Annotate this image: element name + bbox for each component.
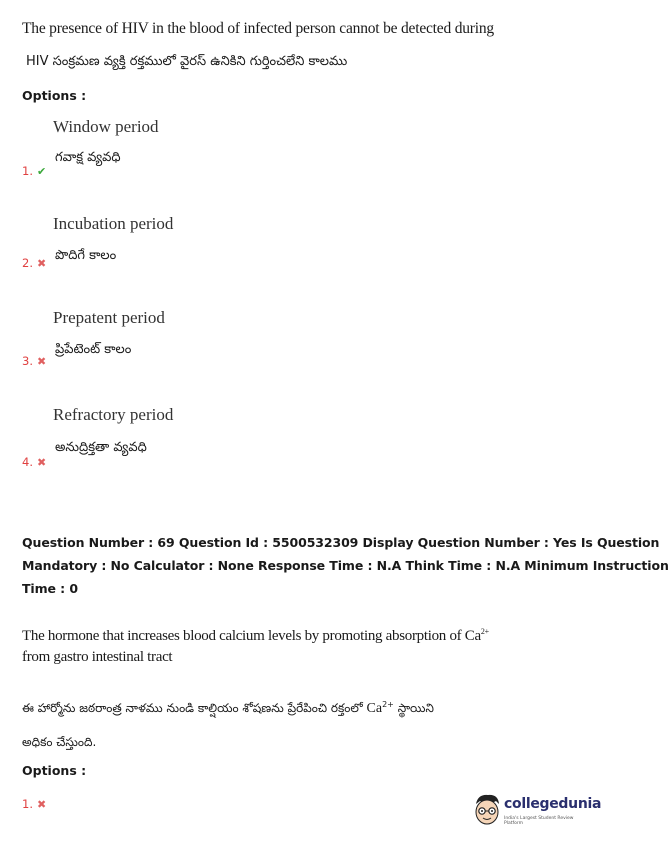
question-meta-line-3: Time : 0 — [22, 581, 78, 596]
option-4-telugu: అనుద్రిక్తతా వ్యవధి — [55, 440, 147, 455]
option-number: 4. — [22, 455, 33, 469]
question-69-telugu-line-2: అధికం చేస్తుంది. — [22, 735, 97, 749]
option-3-number — [22, 354, 46, 368]
mascot-face-icon — [472, 792, 502, 826]
correct-tick-icon: ✔ — [36, 165, 47, 178]
option-1-english: Window period — [53, 117, 159, 136]
option-2-english: Incubation period — [53, 214, 174, 233]
question-69-text-line-1 — [22, 627, 489, 645]
question-69-text: The hormone that increases blood calcium levels by promoting absorption of Ca — [22, 628, 481, 644]
option-3-english: Prepatent period — [53, 308, 165, 327]
question-69-text-line-2: from gastro intestinal tract — [22, 649, 173, 665]
logo-tagline: India's Largest Student Review Platform — [504, 816, 574, 826]
superscript: 2+ — [382, 700, 394, 709]
option-2-telugu: పొదిగే కాలం — [55, 248, 117, 263]
collegedunia-logo — [472, 790, 602, 830]
question-68-text-telugu: HIV సంక్రమణ వ్యక్తి రక్తములో వైరస్ ఉనికిని గుర్తించలేని కాలము — [26, 54, 348, 69]
option-number: 1. — [22, 164, 33, 178]
question-meta-line-1: Question Number : 69 Question Id : 5500532309 Display Question Number : Yes Is Question — [22, 535, 660, 550]
q69-option-1-number — [22, 797, 46, 811]
calcium-symbol: Ca — [366, 701, 383, 716]
option-number: 2. — [22, 256, 33, 270]
option-1-number — [22, 164, 46, 178]
question-69-telugu-line-1 — [22, 700, 434, 718]
question-68-text: The presence of HIV in the blood of infected person cannot be detected during — [22, 20, 494, 37]
option-1-telugu: గవాక్ష వ్యవధి — [55, 150, 121, 165]
wrong-cross-icon: ✖ — [36, 355, 47, 368]
wrong-cross-icon: ✖ — [36, 798, 47, 811]
option-2-number — [22, 256, 46, 270]
wrong-cross-icon: ✖ — [36, 257, 47, 270]
superscript: 2+ — [480, 627, 489, 636]
option-number: 3. — [22, 354, 33, 368]
option-4-english: Refractory period — [53, 405, 174, 424]
option-3-telugu: ప్రిపేటెంట్ కాలం — [55, 342, 132, 357]
option-4-number — [22, 455, 46, 469]
options-label-2: Options : — [22, 763, 87, 778]
logo-text: collegedunia — [504, 796, 602, 812]
telugu-text: స్థాయిని — [397, 701, 434, 715]
telugu-text: ఈ హార్మోను జఠరాంత్ర నాళము నుండి కాల్షియం శోషణను ప్రేరేపించి రక్తంలో — [22, 701, 363, 715]
wrong-cross-icon: ✖ — [36, 456, 47, 469]
option-number: 1. — [22, 797, 33, 811]
question-meta-line-2: Mandatory : No Calculator : None Response Time : N.A Think Time : N.A Minimum Instruction — [22, 558, 669, 573]
options-label: Options : — [22, 88, 87, 103]
